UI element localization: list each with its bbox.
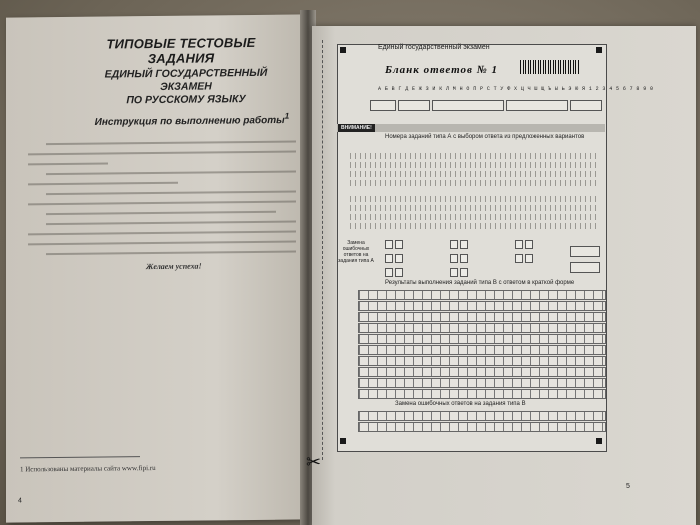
- corner-marker: [596, 47, 602, 53]
- answer-row[interactable]: [350, 223, 600, 229]
- b-answer-row[interactable]: [358, 301, 606, 311]
- region-field[interactable]: [370, 100, 396, 111]
- b-answer-row[interactable]: [358, 312, 606, 322]
- answer-cell[interactable]: [385, 268, 393, 277]
- b-answer-row[interactable]: [358, 356, 606, 366]
- answer-cell[interactable]: [525, 254, 533, 263]
- answer-row[interactable]: [350, 214, 600, 220]
- replace-a-label: Замена ошибочных ответов на задания типа А: [338, 240, 374, 264]
- corner-marker: [340, 438, 346, 444]
- closing-wish: Желаем успеха!: [146, 261, 202, 272]
- replace-row[interactable]: [358, 422, 606, 432]
- variant-field[interactable]: [570, 100, 602, 111]
- b-answer-row[interactable]: [358, 367, 606, 377]
- b-answer-row[interactable]: [358, 334, 606, 344]
- answer-cell[interactable]: [515, 240, 523, 249]
- answer-cell[interactable]: [385, 240, 393, 249]
- section-b-title: Результаты выполнения заданий типа В с ответом в краткой форме: [385, 280, 575, 286]
- answer-cell[interactable]: [460, 254, 468, 263]
- section-replace-title: Замена ошибочных ответов на задания типа В: [395, 401, 526, 407]
- form-title: Бланк ответов № 1: [385, 64, 499, 76]
- subtitle-line-1: ЕДИНЫЙ ГОСУДАРСТВЕННЫЙ ЭКЗАМЕН: [104, 66, 268, 93]
- answer-cell[interactable]: [460, 240, 468, 249]
- warning-tag: ВНИМАНИЕ!: [338, 124, 375, 132]
- b-answer-row[interactable]: [358, 378, 606, 388]
- answer-cell[interactable]: [395, 268, 403, 277]
- footnote: [20, 464, 156, 473]
- cut-line: [322, 40, 323, 460]
- answer-cell[interactable]: [460, 268, 468, 277]
- corner-marker: [340, 47, 346, 53]
- answer-row[interactable]: [350, 196, 600, 202]
- answer-cell[interactable]: [450, 240, 458, 249]
- answer-cell[interactable]: [395, 254, 403, 263]
- subtitle-line-2: ПО РУССКОМУ ЯЗЫКУ: [126, 93, 246, 107]
- answer-cell[interactable]: [385, 254, 393, 263]
- alphabet-sample: А Б В Г Д Е Ж З И К Л М Н О П Р С Т У Ф Х Ц Ч Ш Щ Ъ Ы Ь Э Ю Я 1 2 3 4 5 6 7 8 9 0: [378, 86, 654, 92]
- footnote-marker: 1: [284, 110, 290, 121]
- answer-cell[interactable]: [450, 254, 458, 263]
- answer-cell[interactable]: [515, 254, 523, 263]
- answer-cell[interactable]: [450, 268, 458, 277]
- page-number-left: 4: [18, 497, 22, 505]
- footnote-text: Использованы материалы сайта www.fipi.ru: [25, 464, 156, 474]
- scissors-icon: ✂: [306, 452, 322, 473]
- instruction-heading-text: Инструкция по выполнению работы: [94, 114, 285, 128]
- corner-marker: [596, 438, 602, 444]
- date-field[interactable]: [506, 100, 568, 111]
- b-answer-row[interactable]: [358, 389, 606, 399]
- footnote-number: 1: [20, 465, 24, 474]
- subject-field[interactable]: [398, 100, 430, 111]
- answer-row[interactable]: [350, 153, 600, 159]
- answer-row[interactable]: [350, 180, 600, 186]
- page-number-right: 5: [626, 483, 630, 490]
- answer-cell[interactable]: [395, 240, 403, 249]
- section-a-title: Номера заданий типа А с выбором ответа из предложенных вариантов: [385, 134, 585, 140]
- answer-cell[interactable]: [525, 240, 533, 249]
- signature-box[interactable]: [570, 262, 600, 273]
- subject-name-field[interactable]: [432, 100, 504, 111]
- page-title: ТИПОВЫЕ ТЕСТОВЫЕ ЗАДАНИЯ: [106, 34, 256, 67]
- b-answer-row[interactable]: [358, 345, 606, 355]
- answer-row[interactable]: [350, 171, 600, 177]
- exam-subtitle: [86, 67, 286, 108]
- footnote-rule: [20, 456, 140, 458]
- left-page: [6, 14, 306, 522]
- answer-row[interactable]: [350, 162, 600, 168]
- b-answer-row[interactable]: [358, 323, 606, 333]
- answer-row[interactable]: [350, 205, 600, 211]
- replace-row[interactable]: [358, 411, 606, 421]
- signature-box[interactable]: [570, 246, 600, 257]
- warning-bar: [337, 124, 605, 132]
- exam-title: Единый государственный экзамен: [378, 44, 490, 51]
- b-answer-row[interactable]: [358, 290, 606, 300]
- barcode: [520, 60, 580, 74]
- instruction-heading: [92, 111, 292, 128]
